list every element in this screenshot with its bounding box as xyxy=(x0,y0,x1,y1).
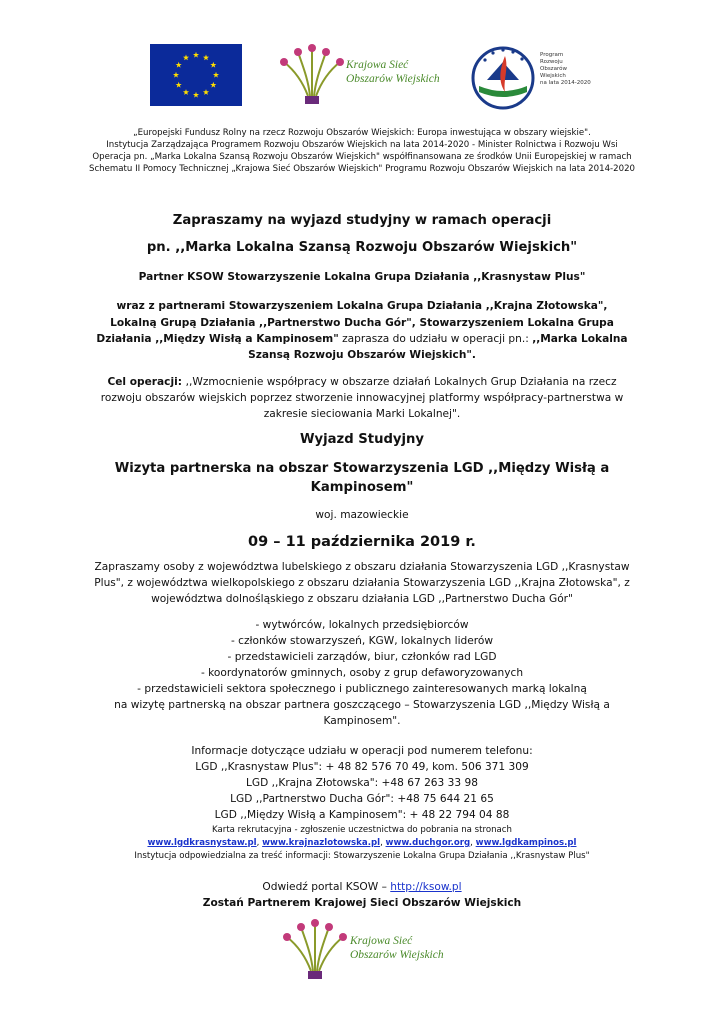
invitee-item: - przedstawicieli sektora społecznego i publicznego zainteresowanych marką lokalną xyxy=(137,683,587,695)
partner-slogan: Zostań Partnerem Krajowej Sieci Obszarów Wiejskich xyxy=(202,897,522,909)
region: woj. mazowieckie xyxy=(315,509,409,521)
partners-line-bold: Działania ,,Między Wisłą a Kampinosem" xyxy=(96,333,339,345)
ksow-logo-text: Krajowa Sieć Obszarów Wiejskich xyxy=(346,59,440,85)
link-separator: , xyxy=(470,838,476,848)
visit-portal xyxy=(80,880,644,895)
invitee-item: - koordynatorów gminnych, osoby z grup defaworyzowanych xyxy=(200,667,524,679)
funding-note xyxy=(60,127,664,175)
link-separator: , xyxy=(256,838,263,848)
invitee-item: - przedstawicieli zarządów, biur, członków rad LGD xyxy=(227,651,497,663)
funding-note-line: Schematu II Pomocy Technicznej „Krajowa Sieć Obszarów Wiejskich" Programu Rozwoju Obszarów Wiejskich na lata 2014-2020 xyxy=(88,164,636,174)
responsible-institution: Instytucja odpowiedzialna za treść informacji: Stowarzyszenie Lokalna Grupa Działania ,,Krasnystaw Plus" xyxy=(134,851,590,861)
invitee-item: na wizytę partnerską na obszar partnera goszczącego – Stowarzyszenia LGD ,,Między Wisłą a xyxy=(114,699,610,711)
invitee-item: - członków stowarzyszeń, KGW, lokalnych liderów xyxy=(230,635,494,647)
visit-portal-text: Odwiedź portal KSOW – xyxy=(262,881,391,893)
eu-star-icon xyxy=(193,52,199,58)
eu-star-icon xyxy=(203,54,209,60)
visit-title: Wizyta partnerska na obszar Stowarzyszenia LGD ,,Między Wisłą a xyxy=(114,461,610,476)
contact-phone: LGD ,,Między Wisłą a Kampinosem": + 48 22 794 04 88 xyxy=(214,809,510,821)
link-krajnazlotowska[interactable]: www.krajnazlotowska.pl xyxy=(262,838,381,848)
eu-star-icon xyxy=(183,54,189,60)
invitees-intro-line: województwa dolnośląskiego z obszaru działania LGD ,,Partnerstwo Ducha Gór" xyxy=(151,593,573,605)
card-note: Karta rekrutacyjna - zgłoszenie uczestnictwa do pobrania na stronach xyxy=(212,825,512,835)
eu-star-icon xyxy=(176,82,182,88)
invitees-intro-line: Plus", z województwa wielkopolskiego z obszaru działania Stowarzyszenia LGD ,,Krajna Złotowska", z xyxy=(94,577,630,589)
link-separator: , xyxy=(380,838,386,848)
goal-label: Cel operacji: xyxy=(107,376,186,388)
goal-line: zakresie sieciowania Marki Lokalnej". xyxy=(263,408,461,420)
contact-phone: LGD ,,Krasnystaw Plus": + 48 82 576 70 49, kom. 506 371 309 xyxy=(195,761,529,773)
invitee-item: - wytwórców, lokalnych przedsiębiorców xyxy=(255,619,469,631)
visit-title: Kampinosem" xyxy=(310,480,414,495)
partners-line-normal: zaprasza do udziału w operacji pn.: xyxy=(338,333,533,345)
prow-logo-text: Program Rozwoju Obszarów Wiejskich na lata 2014-2020 xyxy=(540,52,591,86)
funding-note-line: Instytucja Zarządzająca Programem Rozwoju Obszarów Wiejskich na lata 2014-2020 - Minister Rolnictwa i Rozwoju Wsi xyxy=(106,140,618,150)
funding-note-line: Operacja pn. „Marka Lokalna Szansą Rozwoju Obszarów Wiejskich" współfinansowana ze środków Unii Europejskiej w ramach xyxy=(92,152,632,162)
eu-star-icon xyxy=(193,92,199,98)
ksow-partner: Partner KSOW Stowarzyszenie Lokalna Grupa Działania ,,Krasnystaw Plus" xyxy=(138,271,586,283)
invite-title: Zapraszamy na wyjazd studyjny w ramach operacji xyxy=(172,213,552,228)
link-lgdkrasnystaw[interactable]: www.lgdkrasnystaw.pl xyxy=(147,838,257,848)
funding-note-line: „Europejski Fundusz Rolny na rzecz Rozwoju Obszarów Wiejskich: Europa inwestująca w obszary wiejskie". xyxy=(133,128,591,138)
eu-star-icon xyxy=(210,82,216,88)
download-links xyxy=(80,838,644,849)
partners-line: wraz z partnerami Stowarzyszeniem Lokalna Grupa Działania ,,Krajna Złotowska", xyxy=(116,300,608,312)
eu-star-icon xyxy=(176,62,182,68)
goal-text: ,,Wzmocnienie współpracy w obszarze działań Lokalnych Grup Działania na rzecz xyxy=(185,376,617,388)
ksow-logo-bottom-text: Krajowa Sieć Obszarów Wiejskich xyxy=(350,935,444,961)
eu-star-icon xyxy=(203,89,209,95)
partners-line-bold: ,,Marka Lokalna xyxy=(532,333,628,345)
partners-line: Lokalną Grupą Działania ,,Partnerstwo Ducha Gór", Stowarzyszeniem Lokalna Grupa xyxy=(110,317,614,329)
goal-line xyxy=(80,375,644,390)
operation-name: pn. ,,Marka Lokalna Szansą Rozwoju Obszarów Wiejskich" xyxy=(146,240,578,255)
link-duchgor[interactable]: www.duchgor.org xyxy=(385,838,471,848)
eu-star-icon xyxy=(210,62,216,68)
link-lgdkampinos[interactable]: www.lgdkampinos.pl xyxy=(475,838,577,848)
eu-star-icon xyxy=(173,72,179,78)
eu-flag-icon xyxy=(150,44,242,106)
logo-bar xyxy=(0,40,724,116)
invitee-item: Kampinosem". xyxy=(323,715,401,727)
trip-title: Wyjazd Studyjny xyxy=(300,432,424,447)
eu-star-icon xyxy=(183,89,189,95)
invitees-intro-line: Zapraszamy osoby z województwa lubelskiego z obszaru działania Stowarzyszenia LGD ,,Krasnystaw xyxy=(94,561,630,573)
partners-line: Szansą Rozwoju Obszarów Wiejskich". xyxy=(248,349,476,361)
goal-line: rozwoju obszarów wiejskich poprzez stworzenie innowacyjnej platformy współpracy-partnerstwa w xyxy=(100,392,624,404)
partners-line xyxy=(80,332,644,347)
contact-phone: LGD ,,Partnerstwo Ducha Gór": +48 75 644 21 65 xyxy=(230,793,494,805)
trip-date: 09 – 11 października 2019 r. xyxy=(248,534,476,550)
ksow-portal-link[interactable]: http://ksow.pl xyxy=(390,881,462,893)
contact-phone: LGD ,,Krajna Złotowska": +48 67 263 33 98 xyxy=(246,777,478,789)
contact-intro: Informacje dotyczące udziału w operacji pod numerem telefonu: xyxy=(191,745,533,757)
eu-star-icon xyxy=(213,72,219,78)
